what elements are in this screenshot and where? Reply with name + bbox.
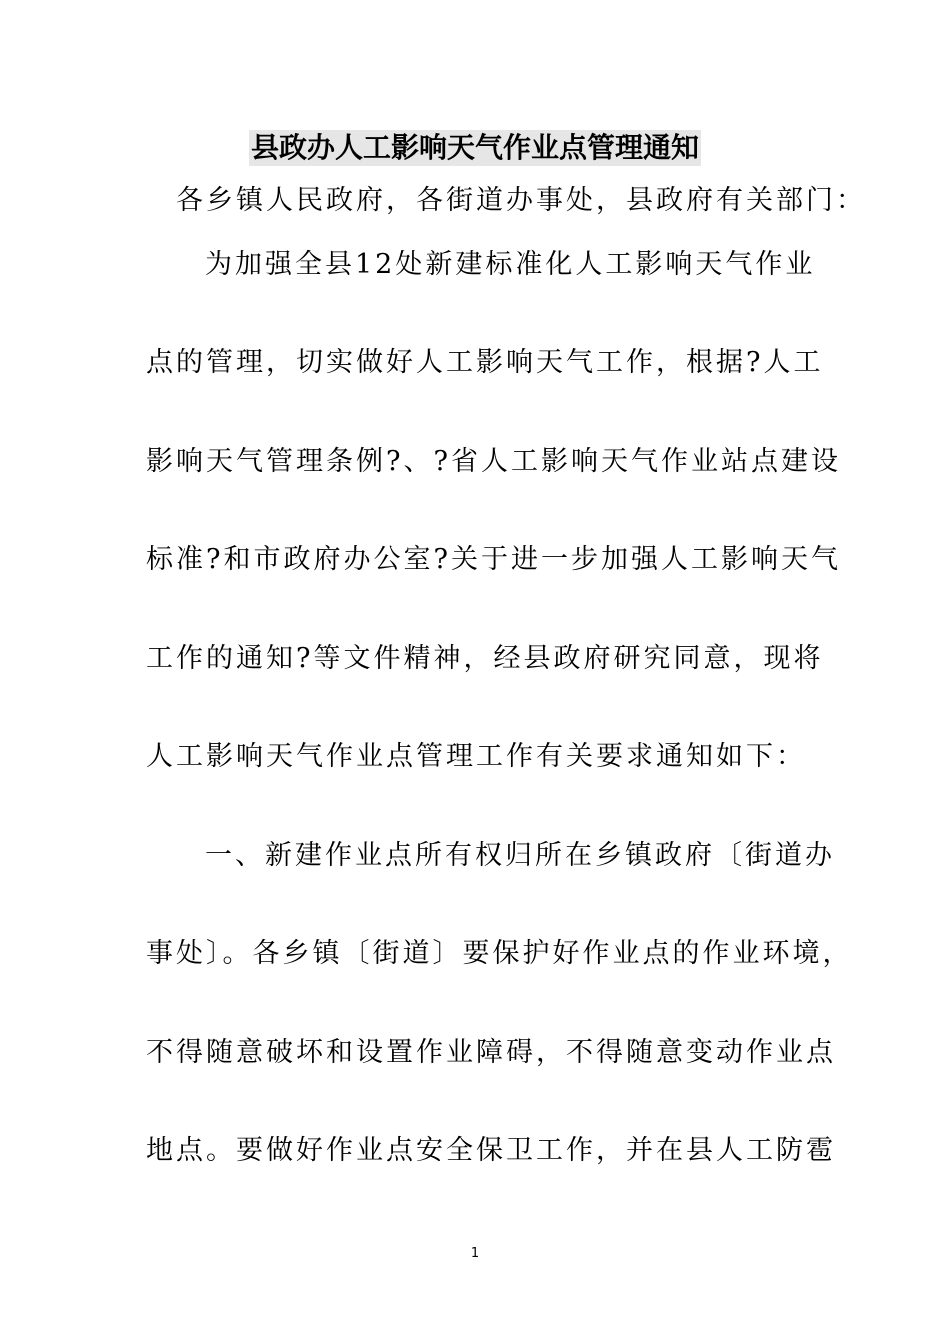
body-line-7: 一、新建作业点所有权归所在乡镇政府〔街道办 [205,840,835,871]
document-title: 县政办人工影响天气作业点管理通知 [250,131,699,164]
salutation-line: 各乡镇人民政府，各街道办事处，县政府有关部门： [176,185,866,216]
body-line-6: 人工影响天气作业点管理工作有关要求通知如下： [146,741,806,772]
body-line-8: 事处〕。各乡镇〔街道〕要保护好作业点的作业环境， [146,938,853,969]
body-line-10: 地点。要做好作业点安全保卫工作，并在县人工防雹 [146,1135,836,1166]
body-line-1: 为加强全县12处新建标准化人工影响天气作业 [205,249,816,280]
title-container [0,130,950,166]
body-line-9: 不得随意破坏和设置作业障碍，不得随意变动作业点 [146,1037,836,1068]
body-line-5: 工作的通知?等文件精神，经县政府研究同意，现将 [146,643,824,674]
body-line-2: 点的管理，切实做好人工影响天气工作，根据?人工 [146,347,824,378]
page-number: 1 [470,1246,480,1261]
body-line-4: 标准?和市政府办公室?关于进一步加强人工影响天气 [146,544,841,575]
body-line-3: 影响天气管理条例?、?省人工影响天气作业站点建设 [146,446,841,477]
